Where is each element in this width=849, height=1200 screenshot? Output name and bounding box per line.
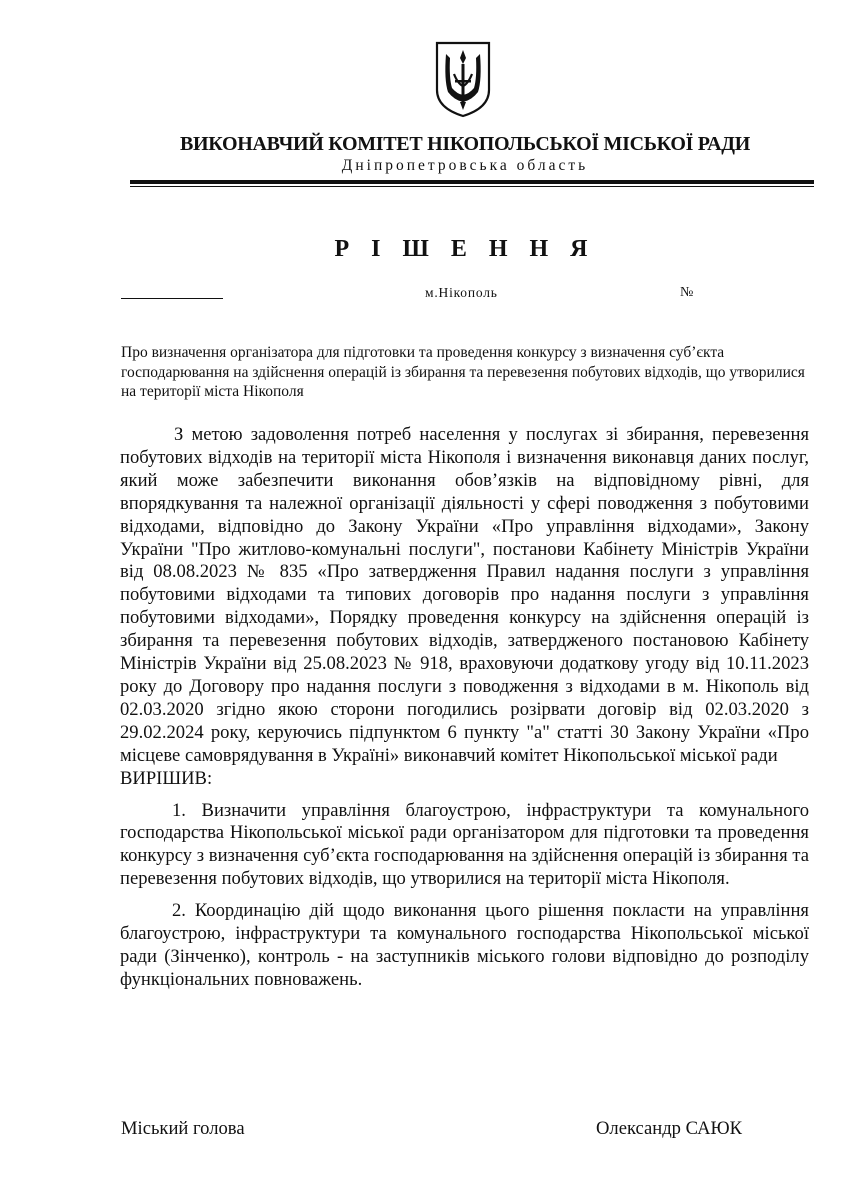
preamble-paragraph: З метою задоволення потреб населення у послугах зі збирання, перевезення побутових відходів на території міста Нікополя і визначення виконавця даних послуг, який може забезпечити виконання обов’язків на відповідному рівні, для впорядкування та належної організації діяльності у сфері поводження з побутовими відходами, відповідно до Закону України «Про управління відходами», Закону України "Про житлово-комунальні послуги", постанови Кабінету Міністрів України від 08.08.2023 № 835 «Про затвердження Правил надання послуги з управління побутовими відходами та типових договорів про надання послуги з управління побутовими відходами», Порядку проведення конкурсу на здійснення операцій із збирання та перевезення побутових відходів, затвердженого постановою Кабінету Міністрів України від 25.08.2023 № 918, враховуючи додаткову угоду від 10.11.2023 року до Договору про надання послуги з поводження з відходами в м. Нікополь від 02.03.2020 згідно якою сторони погодились розірвати договір від 02.03.2020 з 29.02.2024 року, керуючись підпунктом 6 пункту "а" статті 30 Закону України «Про місцеве самоврядування в Україні» виконавчий комітет Нікопольської міської ради [120, 424, 809, 766]
header-divider-thick [130, 180, 814, 184]
decided-heading: ВИРІШИВ: [120, 767, 213, 789]
signatory-position: Міський голова [121, 1118, 245, 1139]
city-label: м.Нікополь [425, 285, 498, 300]
document-body [120, 424, 809, 992]
date-blank-line [121, 298, 223, 299]
document-title: Р І Ш Е Н Н Я [334, 236, 596, 262]
decision-item-1: 1. Визначити управління благоустрою, інфраструктури та комунального господарства Нікопольської міської ради організатором для підготовки та проведення конкурсу з визначення суб’єкта господарювання на здійснення операцій із збирання та перевезення побутових відходів, що утворилися на території міста Нікополя. [120, 799, 809, 890]
signatory-name: Олександр САЮК [596, 1118, 743, 1139]
document-subject: Про визначення організатора для підготовки та проведення конкурсу з визначення суб’єкта господарювання на здійснення операцій із збирання та перевезення побутових відходів, що утворилися на території міста Нікополя [121, 344, 805, 400]
council-name: ВИКОНАВЧИЙ КОМІТЕТ НІКОПОЛЬСЬКОЇ МІСЬКОЇ РАДИ [179, 133, 751, 155]
region-name: Дніпропетровська область [341, 157, 589, 174]
trident-coat-of-arms-icon [434, 40, 492, 118]
number-label: № [680, 285, 694, 300]
header-divider-thin [130, 186, 814, 187]
decision-item-2: 2. Координацію дій щодо виконання цього рішення покласти на управління благоустрою, інфраструктури та комунального господарства Нікопольської міської ради (Зінченко), контроль - на заступників міського голови відповідно до розподілу функціональних повноважень. [120, 900, 809, 990]
